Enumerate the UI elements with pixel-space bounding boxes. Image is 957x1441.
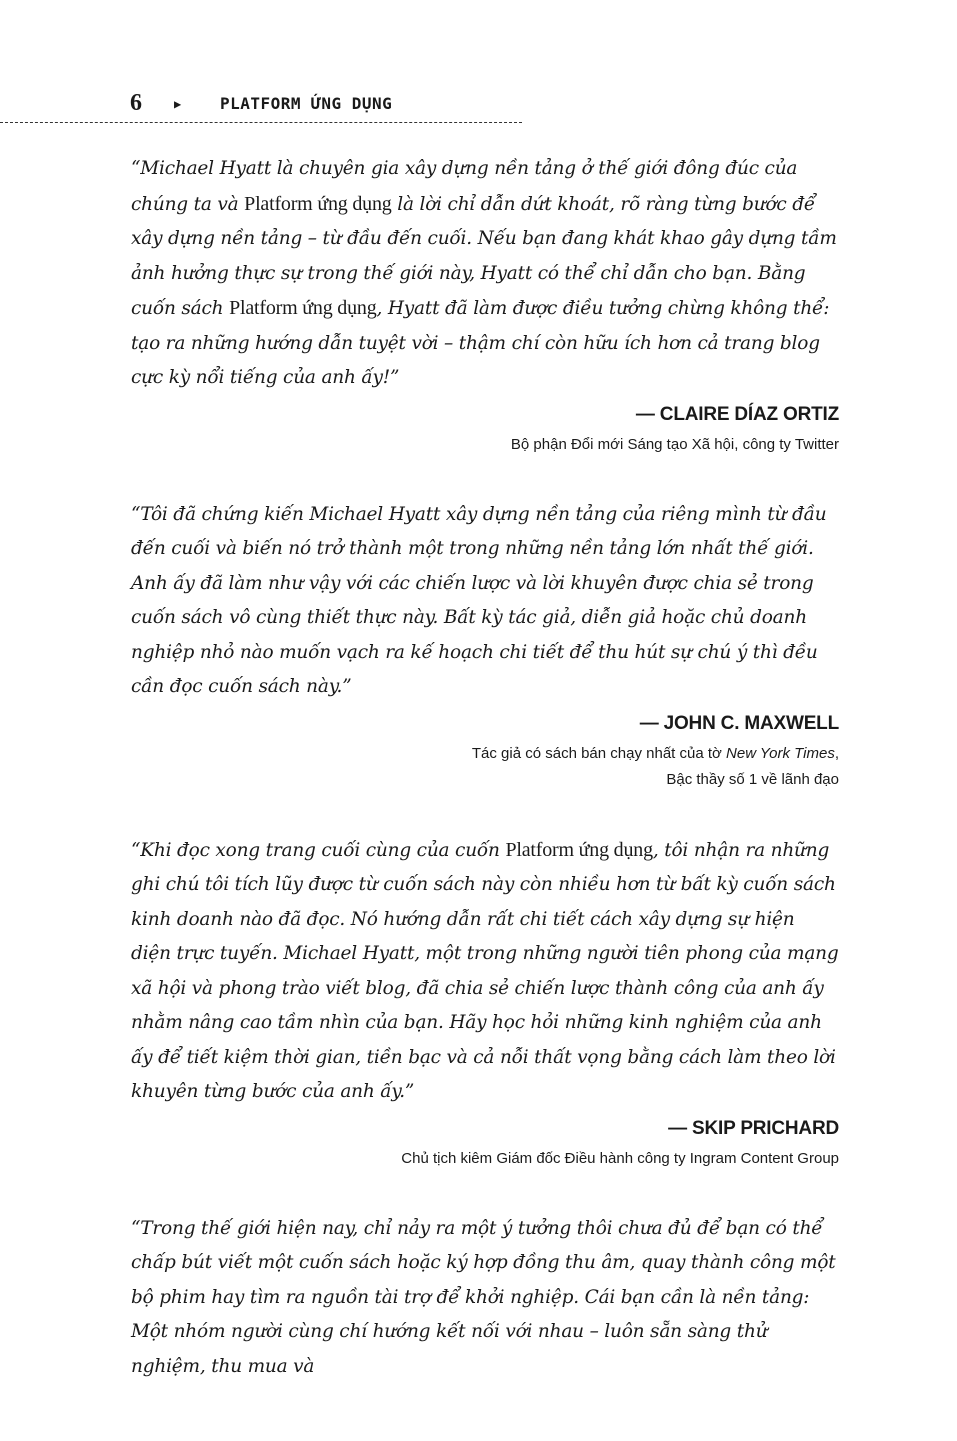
arrow-icon: ▶ (174, 96, 182, 111)
quote-text: “Khi đọc xong trang cuối cùng của cuốn (131, 839, 506, 861)
testimonial-role: Bộ phận Đổi mới Sáng tạo Xã hội, công ty Twitter (510, 435, 839, 453)
testimonial-author: — SKIP PRICHARD (668, 1117, 839, 1139)
running-title: PLATFORM ỨNG DỤNG (220, 94, 393, 113)
testimonial-author: — CLAIRE DÍAZ ORTIZ (635, 403, 839, 425)
book-title: Platform ứng dụng (505, 838, 653, 861)
testimonial-role: Chủ tịch kiêm Giám đốc Điều hành công ty Ingram Content Group (401, 1149, 839, 1167)
testimonial-quote (131, 152, 839, 396)
testimonial-4 (131, 1212, 839, 1385)
book-title: Platform ứng dụng (229, 297, 377, 319)
publication-name: New York Times (726, 744, 835, 762)
testimonial-quote: “Trong thế giới hiện nay, chỉ nảy ra một ý tưởng thôi chưa đủ để bạn có thể chấp bút viết một cuốn sách hoặc ký hợp đồng thu âm, quay thành công một bộ phim hay tìm ra nguồn tài trợ để khởi nghiệp. Cái bạn cần là nền tảng: Một nhóm người cùng chí hướng kết nối với nhau – luôn sẵn sàng thử nghiệm, thu mua và (131, 1217, 836, 1377)
testimonial-2 (131, 498, 839, 793)
role-text: Bậc thầy số 1 về lãnh đạo (666, 770, 839, 788)
testimonial-3 (131, 833, 839, 1172)
role-text: , (834, 744, 839, 762)
testimonial-author: — JOHN C. MAXWELL (639, 712, 839, 734)
quote-text: “Michael Hyatt là chuyên gia xây dựng nền tảng ở thế giới đông đúc của chúng ta và (131, 158, 798, 215)
running-header (130, 90, 392, 117)
dashed-divider (0, 122, 522, 123)
testimonials (131, 152, 839, 1424)
quote-text: là lời chỉ dẫn dứt khoát, rõ ràng từng bước để xây dựng nền tảng – từ đầu đến cuối. Nếu bạn đang khát khao gây dựng tầm ảnh hưởng thực sự trong thế giới này, Hyatt có thể chỉ dẫn cho bạn. Bằng cuốn sách (131, 193, 837, 319)
quote-text: , tôi nhận ra những ghi chú tôi tích lũy được từ cuốn sách này còn nhiều hơn từ bất kỳ cuốn sách kinh doanh nào đã đọc. Nó hướng dẫn rất chi tiết cách xây dựng sự hiện diện trực tuyến. Michael Hyatt, một trong những người tiên phong của mạng xã hội và phong trào viết blog, đã chia sẻ chiến lược thành công của anh ấy nhằm nâng cao tầm nhìn của bạn. Hãy học hỏi những kinh nghiệm của anh ấy để tiết kiệm thời gian, tiền bạc và cả nỗi thất vọng bằng cách làm theo lời khuyên từng bước của anh ấy.” (131, 839, 839, 1102)
book-title: Platform ứng dụng (244, 192, 392, 215)
testimonial-role (131, 741, 839, 793)
quote-text: , Hyatt đã làm được điều tưởng chừng không thể: tạo ra những hướng dẫn tuyệt vời – thậm chí còn hữu ích hơn cả trang blog cực kỳ nổi tiếng của anh ấy!” (131, 298, 830, 388)
testimonial-quote: “Tôi đã chứng kiến Michael Hyatt xây dựng nền tảng của riêng mình từ đầu đến cuối và biến nó trở thành một trong những nền tảng lớn nhất thế giới. Anh ấy đã làm như vậy với các chiến lược và lời khuyên được chia sẻ trong cuốn sách vô cùng thiết thực này. Bất kỳ tác giả, diễn giả hoặc chủ doanh nghiệp nhỏ nào muốn vạch ra kế hoạch chi tiết để thu hút sự chú ý thì đều cần đọc cuốn sách này.” (131, 503, 827, 697)
testimonial-1 (131, 152, 839, 458)
page-number: 6 (130, 90, 142, 116)
role-text: Tác giả có sách bán chạy nhất của tờ (471, 744, 727, 762)
testimonial-quote (131, 833, 839, 1110)
